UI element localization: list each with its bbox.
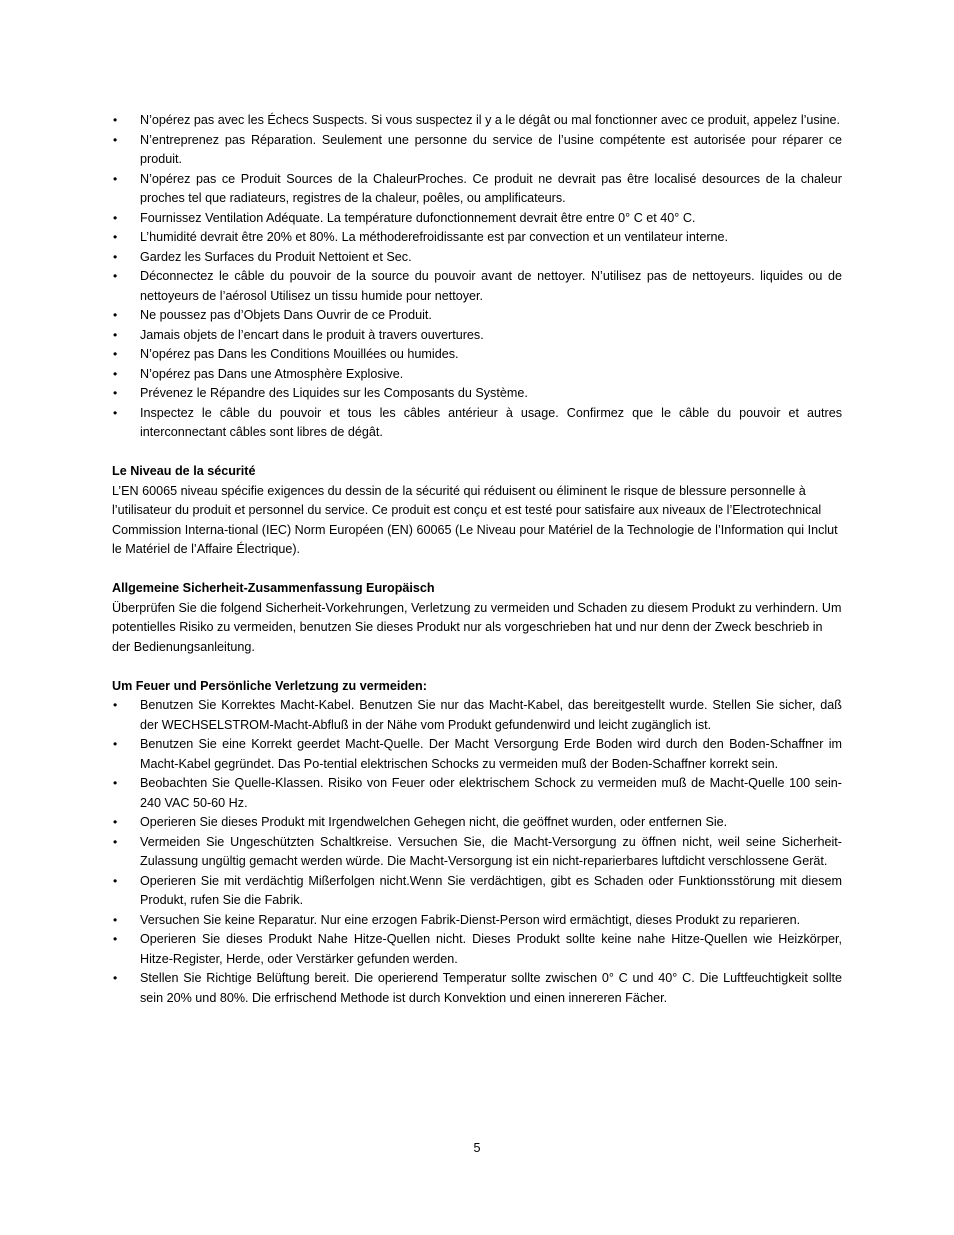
list-item: • Ne poussez pas d’Objets Dans Ouvrir de ce Produit.: [112, 306, 842, 326]
list-item: • N’entreprenez pas Réparation. Seulement une personne du service de l’usine compétente est autorisée pour réparer ce produit.: [112, 131, 842, 170]
list-item: • N’opérez pas avec les Échecs Suspects. Si vous suspectez il y a le dégât ou mal fonctionner avec ce produit, appelez l’usine.: [112, 111, 842, 131]
list-item: • Vermeiden Sie Ungeschützten Schaltkreise. Versuchen Sie, die Macht-Versorgung zu öffnen nicht, weil seine Sicherheit-Zulassung ungültig gemacht werden würde. Die Macht-Versorgung ist ein nicht-reparierbares luftdicht verschlossene Gerät.: [112, 833, 842, 872]
list-item: • Operieren Sie dieses Produkt mit Irgendwelchen Gehegen nicht, die geöffnet wurden, oder entfernen Sie.: [112, 813, 842, 833]
list-item: • Stellen Sie Richtige Belüftung bereit. Die operierend Temperatur sollte zwischen 0° C und 40° C. Die Luftfeuchtigkeit sollte sein 20% und 80%. Die erfrischend Methode ist durch Konvektion und einen innereren Fächer.: [112, 969, 842, 1008]
safety-level-heading: Le Niveau de la sécurité: [112, 464, 256, 478]
german-summary-heading: Allgemeine Sicherheit-Zusammenfassung Europäisch: [112, 581, 435, 595]
list-item: • Benutzen Sie eine Korrekt geerdet Macht-Quelle. Der Macht Versorgung Erde Boden wird durch den Boden-Schaffner im Macht-Kabel gegründet. Das Po-tential elektrischen Schocks zu vermeiden muß der Boden-Schaffner korrekt sein.: [112, 735, 842, 774]
list-item: • Prévenez le Répandre des Liquides sur les Composants du Système.: [112, 384, 842, 404]
page-number: 5: [473, 1141, 481, 1155]
list-item: • Déconnectez le câble du pouvoir de la source du pouvoir avant de nettoyer. N’utilisez pas de nettoyeurs. liquides ou de nettoyeurs de l’aérosol Utilisez un tissu humide pour nettoyer.: [112, 267, 842, 306]
list-item: • Operieren Sie dieses Produkt Nahe Hitze-Quellen nicht. Dieses Produkt sollte keine nahe Hitze-Quellen wie Heizkörper, Hitze-Register, Herde, oder Verstärker gefunden werden.: [112, 930, 842, 969]
safety-level-paragraph: L’EN 60065 niveau spécifie exigences du dessin de la sécurité qui réduisent ou éliminent le risque de blessure personnelle à l’utilisateur du produit et personnel du service. Ce produit est conçu et est testé pour satisfaire aux niveaux de l’Electrotechnical Commission Interna-tional (IEC) Norm Européen (EN) 60065 (Le Niveau pour Matériel de la Technologie de l’Information qui Inclut le Matériel de l’Affaire Électrique).: [112, 483, 838, 556]
list-item: • Benutzen Sie Korrektes Macht-Kabel. Benutzen Sie nur das Macht-Kabel, das bereitgestellt wurde. Stellen Sie sicher, daß der WECHSELSTROM-Macht-Abfluß in der Nähe vom Produkt gefundenwird und leicht zugänglich ist.: [112, 696, 842, 735]
german-fire-heading: Um Feuer und Persönliche Verletzung zu vermeiden:: [112, 678, 427, 693]
list-item: • Inspectez le câble du pouvoir et tous les câbles antérieur à usage. Confirmez que le câble du pouvoir et autres interconnectant câbles sont libres de dégât.: [112, 404, 842, 443]
german-safety-list: [112, 696, 842, 1008]
spacer: [112, 443, 842, 463]
french-safety-list: [112, 111, 842, 443]
list-item: • Versuchen Sie keine Reparatur. Nur eine erzogen Fabrik-Dienst-Person wird ermächtigt, dieses Produkt zu reparieren.: [112, 911, 842, 931]
list-item: • L’humidité devrait être 20% et 80%. La méthoderefroidissante est par convection et un ventilateur interne.: [112, 228, 842, 248]
list-item: • Fournissez Ventilation Adéquate. La température dufonctionnement devrait être entre 0° C et 40° C.: [112, 209, 842, 229]
list-item: • Operieren Sie mit verdächtig Mißerfolgen nicht.Wenn Sie verdächtigen, gibt es Schaden oder Funktionsstörung mit diesem Produkt, rufen Sie die Fabrik.: [112, 872, 842, 911]
document-page: [112, 111, 842, 1008]
list-item: • Jamais objets de l’encart dans le produit à travers ouvertures.: [112, 326, 842, 346]
list-item: • N’opérez pas Dans les Conditions Mouillées ou humides.: [112, 345, 842, 365]
list-item: • N’opérez pas Dans une Atmosphère Explosive.: [112, 365, 842, 385]
spacer: [112, 657, 842, 677]
german-summary-paragraph: Überprüfen Sie die folgend Sicherheit-Vorkehrungen, Verletzung zu vermeiden und Schaden zu diesem Produkt zu verhindern. Um potentielles Risiko zu vermeiden, benutzen Sie dieses Produkt nur als vorgeschrieben hat und nur denn der Zweck beschrieb in der Bedienungsanleitung.: [112, 600, 842, 654]
list-item: • Beobachten Sie Quelle-Klassen. Risiko von Feuer oder elektrischem Schock zu vermeiden muß de Macht-Quelle 100 sein-240 VAC 50-60 Hz.: [112, 774, 842, 813]
spacer: [112, 560, 842, 580]
list-item: • Gardez les Surfaces du Produit Nettoient et Sec.: [112, 248, 842, 268]
list-item: • N’opérez pas ce Produit Sources de la ChaleurProches. Ce produit ne devrait pas être localisé desources de la chaleur proches tel que radiateurs, registres de la chaleur, poêles, ou amplificateurs.: [112, 170, 842, 209]
